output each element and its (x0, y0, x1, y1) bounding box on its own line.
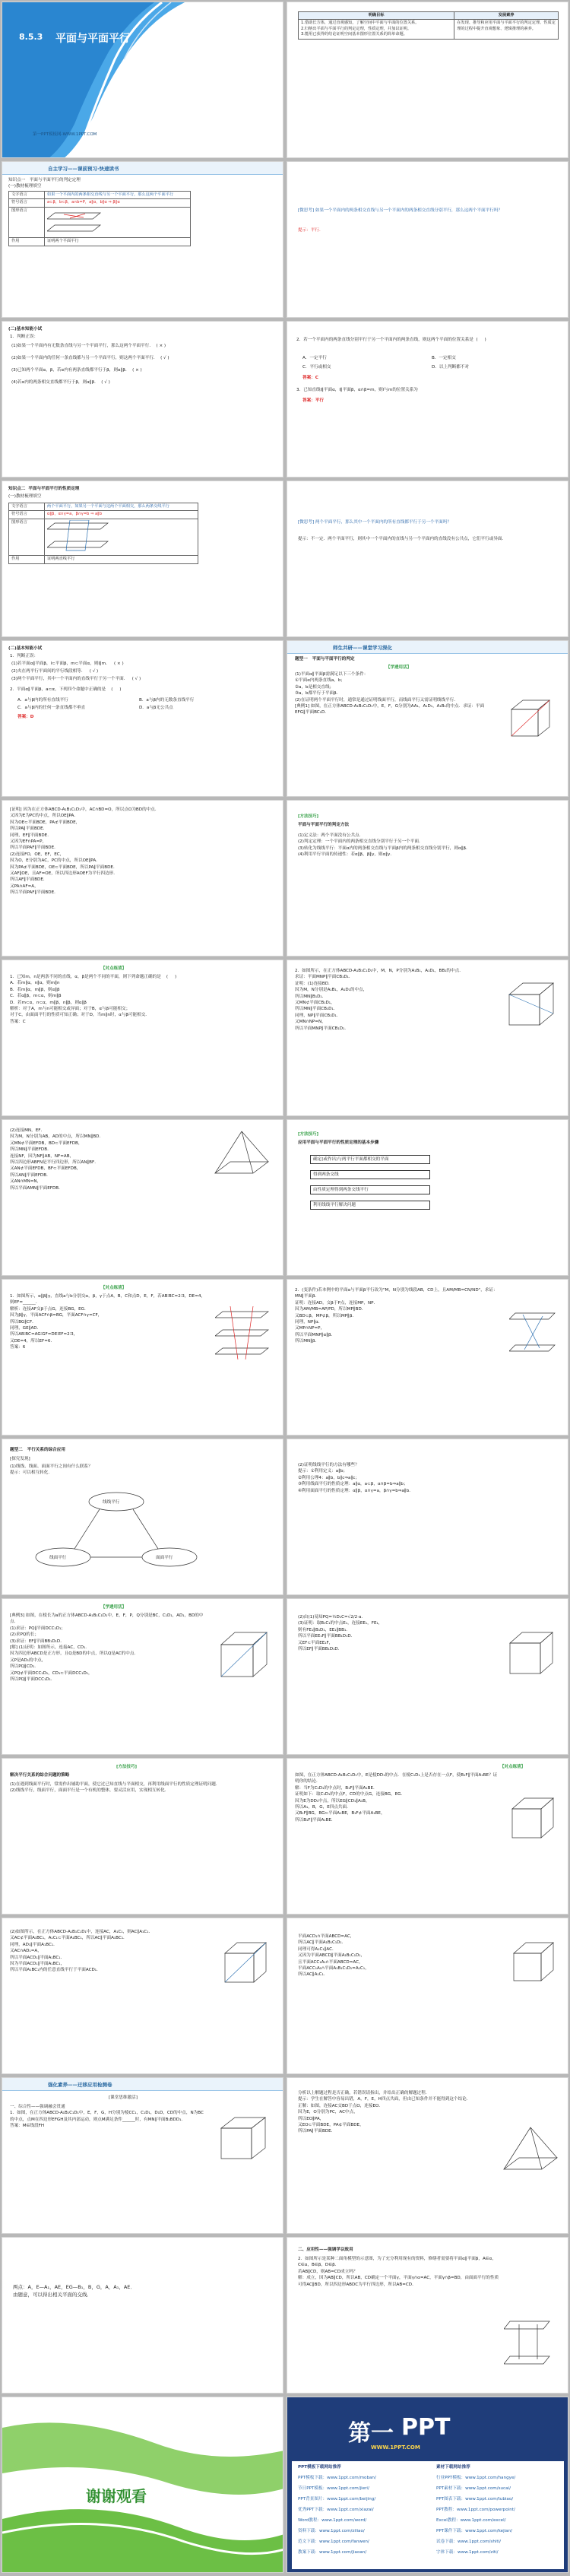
link-item[interactable]: 行业PPT模板：www.1ppt.com/hangye/ (436, 2476, 516, 2480)
answer: 答案：D (17, 715, 34, 719)
practice-item: (4)若α内的两条相交直线都平行于β，则α∥β． ( √ ) (11, 380, 110, 385)
dihedral-figure (504, 2306, 561, 2375)
section-planes-figure (47, 520, 116, 552)
brand-slide[interactable] (287, 2397, 568, 2573)
link-item[interactable]: Word教程：www.1ppt.com/word/ (298, 2518, 367, 2523)
link-item[interactable]: 节日PPT模板：www.1ppt.com/jieri/ (298, 2486, 369, 2491)
example-body: [典例3] 如图，在棱长为a的正方体ABCD-A₁B₁C₁D₁中，E，F，P，Q分别是BC，C₁D₁，AD₁，BD的中点． (1)求证：PQ∥平面DCC₁D₁； (2)求PQ的长； (3)求证：EF∥平面BB₁D₁D． [解] (1)证明：如图所示，连接AC，CD₁． 因为四边形ABCD是正方形，且Q是BD的中点，所以Q是AC的中点． 又P是AD₁的中点， 所以PQ∥CD₁． 又PQ⊄平面DCC₁D₁，CD₁⊂平面DCC₁D₁， 所以PQ∥平面DCC₁D₁． (10, 1613, 204, 1683)
practice2-item: (2)夹在两平行平面间的平行线段相等． ( √ ) (11, 669, 99, 674)
step-box: 确定(或作出)与两平行平面都相交的平面 (310, 1155, 430, 1164)
option-b: B．a与β内的无数条直线平行 (139, 698, 195, 703)
cube-figure (506, 1789, 563, 1850)
theorem2-table (8, 503, 198, 564)
practice2-intro: 1．判断正误： (10, 654, 39, 658)
row-label: 符号语言 (9, 511, 45, 519)
question-2: 2．若一个平面内的两条直线分别平行于另一个平面内的两条直线，则这两个平面的位置关系是 ( ) (296, 338, 486, 342)
slide-4[interactable] (287, 161, 568, 318)
cube-figure (508, 1934, 561, 1994)
slide-19[interactable] (2, 1439, 283, 1595)
method-title: 平面与平面平行的判定方法 (298, 823, 350, 827)
example-body-2: (2)由(1)易知PQ=½D₁C=√2/2·a． (3)证明：取B₁C₁的中点E₁，连接EE₁，FE₁， 则有FE₁∥B₁D₁，EE₁∥BB₁． 所以平面EE₁F∥平面BB₁D₁D． 又EF⊂平面EE₁F， 所以EF∥平面BB₁D₁D． (298, 1615, 383, 1652)
slide-16[interactable] (287, 1119, 568, 1276)
pyramid-figure (496, 2124, 565, 2184)
slide-18[interactable] (287, 1279, 568, 1436)
knowledge-title: 知识点一 平面与平面平行的判定定理 (8, 178, 81, 182)
knowledge2-title: 知识点二 平面与平面平行的性质定理 (8, 487, 80, 491)
row-label: 符号语言 (9, 199, 45, 207)
row-label: 图形语言 (9, 207, 45, 237)
slide-8[interactable] (287, 481, 568, 637)
theorem2-figure-cell (45, 519, 198, 555)
proof-body: (2)如图所示，在正方体ABCD-A₁B₁C₁D₁中，连接AC，A₁C₁，则AC∥A₁C₁． 又AC⊄平面A₁BC₁，A₁C₁⊂平面A₁BC₁，所以AC∥平面A₁BC₁． 同理，AD₁∥平面A₁BC₁． 又AC∩AD₁=A， 所以平面ACD₁∥平面A₁BC₁． 因为平面ACD₁∥平面A₁BC₁， 所以平面A₁BC₁内的任意直线平行于平面ACD₁． (10, 1930, 154, 1973)
theorem-table (8, 191, 191, 246)
title-section: 8.5.3 (19, 32, 43, 42)
practice-item: (2)如果一个平面内的任何一条直线都与另一个平面平行，则这两个平面平行． ( √ ) (11, 356, 169, 360)
practice-body: 如图，在正方体ABCD-A₁B₁C₁D₁中，E是棱DD₁的中点．在棱C₁D₁上是否存在一点F，使B₁F∥平面A₁BE？证明你的结论． 解：当F为C₁D₁的中点时，B₁F∥平面A₁BE． 证明如下：取C₁D₁的中点F，CD的中点G，连接BG，EG． 因为E为DD₁中点，所以EG∥CD₁∥A₁B， 所以A₁，B，G，E四点共面． 又B₁F∥BG，BG⊂平面A₁BE，B₁F⊄平面A₁BE， 所以B₁F∥平面A₁BE． (295, 1773, 498, 1823)
explore-body-2: (2)证明线线平行的方法有哪些？ 提示：①利用定义：a∥b； ②利用公理4：a∥b，b∥c⇒a∥c； ③利用线面平行的性质定理：a∥α，a⊂β，α∩β=b⇒a∥b； ④利用面面平行的性质定理：α∥β，α∩γ=a，β∩γ=b⇒a∥b． (298, 1463, 413, 1493)
link-item[interactable]: 范文下载：www.1ppt.com/fanwen/ (298, 2540, 369, 2544)
learn-tag: 【学透用活】 (386, 665, 412, 670)
answer-2: 答案：C (302, 376, 318, 380)
row-value: 证明两个平面平行 (45, 238, 191, 246)
practice-tag: 【对点练清】 (101, 966, 127, 971)
objectives-right-text: 在发现、推导和应用平面与平面平行的判定定理、性质定理的过程中提升直观想象、逻辑推理的素养。 (454, 20, 559, 39)
brand-url[interactable]: WWW.1PPT.COM (371, 2444, 420, 2451)
method-tag: [方法技巧] (298, 814, 319, 819)
explore-tag: [探究发现] (10, 1457, 30, 1461)
parallel-planes-figure (47, 208, 108, 234)
links-col2-title: 素材下载网站推荐 (436, 2465, 470, 2470)
link-item[interactable]: 试卷下载：www.1ppt.com/shiti/ (436, 2540, 502, 2544)
practice2-item: (1)若平面α∥平面β，l⊂平面β，m⊂平面α，则l∥m． ( × ) (11, 661, 124, 666)
section-header: 师生共研——课堂学习深化 (333, 645, 392, 651)
row-value: 如果一个平面内的两条相交直线与另一个平面平行，那么这两个平面平行 (45, 192, 191, 199)
row-value: 证明两直线平行 (45, 556, 198, 563)
row-label: 文字语言 (9, 503, 45, 511)
knowledge2-subtitle: (一)教材梳理填空 (8, 494, 42, 499)
slide-27[interactable] (2, 2077, 283, 2234)
practice-item: (3)已知两个平面α，β，若α内有两条直线都平行于β，则α∥β． ( × ) (11, 368, 142, 373)
row-label: 图形语言 (9, 519, 45, 555)
step-box: 得到两条交线 (310, 1170, 430, 1179)
thanks-slide[interactable] (2, 2397, 283, 2573)
cube-figure (502, 976, 562, 1036)
row-label: 文字语言 (9, 192, 45, 199)
slide-21[interactable] (2, 1598, 283, 1755)
option-d: D．a与β无公共点 (139, 706, 173, 710)
proof-body: (2)连接MN，EF． 因为M，N分别为AB，AD的中点，所以MN∥BD． 又MN⊄平面EFDB，BD⊂平面EFDB， 所以MN∥平面EFDB． 连接NF，因为NF∥AB，NF=AB， 所以四边形ABFN是平行四边形，所以AN∥BF． 又AN⊄平面EFDB，BF⊂平面EFDB， 所以AN∥平面EFDB． 又AN∩MN=N， 所以平面AMN∥平面EFDB． (10, 1128, 104, 1191)
type-title: 题型一 平面与平面平行的判定 (295, 657, 355, 661)
brand-logo-cn: 第一 (348, 2420, 394, 2447)
brand-logo-en: PPT (401, 2414, 451, 2441)
row-value: 两个平面平行，如果另一个平面与这两个平面相交，那么两条交线平行 (45, 503, 198, 511)
link-item[interactable]: 优秀PPT下载：www.1ppt.com/xiazai/ (298, 2508, 374, 2512)
slide-30[interactable] (287, 2237, 568, 2394)
link-item[interactable]: Excel教程：www.1ppt.com/excel/ (436, 2518, 506, 2523)
title-slide[interactable] (2, 2, 283, 158)
objectives-slide[interactable] (287, 2, 568, 158)
thanks-text: 谢谢观看 (86, 2487, 147, 2505)
proof-body-2: 平面ACD₁∩平面ABCD=AC， 所以AC∥平面A₁B₁C₁D₁． 同理可得A₁C₁∥AC． 又因为平面ABCD∥平面A₁B₁C₁D₁， 且平面ACC₁A₁∩平面ABCD=AC， 平面ACC₁A₁∩平面A₁B₁C₁D₁=A₁C₁， 所以AC∥A₁C₁． (298, 1934, 369, 1978)
three-planes-figure (215, 1302, 276, 1363)
question2: 2．平面α∥平面β，a⊂α，下列四个命题中正确的是 ( ) (10, 687, 122, 692)
practice-item: (1)如果一个平面内有无数条直线与另一个平面平行，那么这两个平面平行． ( × ) (11, 344, 166, 348)
option-a: A．一定平行 (302, 356, 327, 360)
method-title: 解决平行关系的综合问题的策略 (10, 1773, 70, 1778)
cube-figure (215, 2108, 276, 2169)
micro-answer-2: 提示：不一定．两个平面平行，则其中一个平面内的直线与另一个平面内的直线没有公共点，它们平行或异面． (298, 537, 507, 541)
slide-6[interactable] (287, 321, 568, 477)
active-body: 一、综合性——强调融会贯通 1．如图，在正方体ABCD-A₁B₁C₁D₁中，E，F，G，H分别为棱CC₁，C₁D₁，D₁D，CD的中点，N为BC的中点，点M在四边形EFGH及其内部运动，则点M满足条件______时，有MN∥平面B₁BDD₁． 答案：M∈线段FH (10, 2105, 204, 2129)
type2-title: 题型二 平行关系的综合应用 (10, 1448, 65, 1452)
variant-body: 2．(变条件)若本例中的平面α与平面β平行改为"M，N分别为线段AB，CD上，且AM/MB=CN/ND"，求证：MN∥平面β． 证明：连接AD，交β于P点，连接MP，NP． 因为AM/MB=AP/PD，所以MP∥BD． 又BD⊂β，MP⊄β，所以MP∥β． 同理，NP∥α． 又MP∩NP=P， 所以平面MNP∥α∥β． 所以MN∥β． (295, 1288, 498, 1344)
active-tag: [课堂思维激活] (109, 2095, 138, 2100)
row-value: a⊂β，b⊂β，a∩b=P，a∥α，b∥α ⇒ β∥α (45, 199, 191, 207)
micro-answer: 提示：平行. (298, 228, 321, 233)
objectives-header-right: 发展素养 (454, 12, 559, 20)
node-line-plane: 线面平行 (49, 1556, 67, 1560)
answer-3: 答案：平行 (302, 398, 324, 403)
knowledge-subtitle: (一)教材梳理填空 (8, 184, 42, 189)
micro-question-2: [微思考] 两个平面平行，那么其中一个平面内的所有直线都平行于另一个平面吗？ (298, 520, 451, 525)
method-tag: [方法技巧] (116, 1765, 138, 1769)
link-item[interactable]: 教案下载：www.1ppt.com/jiaoan/ (298, 2550, 367, 2555)
objectives-table (298, 11, 559, 40)
cube-figure (504, 694, 557, 747)
slide-13[interactable] (2, 960, 283, 1116)
slide-28[interactable] (287, 2077, 568, 2234)
method-tag: [方法技巧] (298, 1132, 319, 1137)
link-item[interactable]: PPT背景图片：www.1ppt.com/beijing/ (298, 2497, 376, 2501)
slide-12[interactable] (287, 800, 568, 956)
practice-body: 1．已知m，n是两条不同的直线，α，β是两个不同的平面，则下列命题正确的是 ( ) A．若m∥α，n∥α，则m∥n B．若m∥α，m∥β，则α∥β C．若α∥β，m⊂α，则m∥β D．若m⊂α，n⊂α，m∥β，n∥β，则α∥β 解析：对于A，m与n可能相交或异面；对于B，α与β可能相交； 对于C，由面面平行的性质可知正确；对于D，当m∥n时，α与β可能相交． 答案：C (10, 975, 177, 1024)
practice-intro: 1．判断正误： (10, 335, 39, 339)
link-item[interactable]: PPT模板下载：www.1ppt.com/moban/ (298, 2476, 376, 2480)
slide-11[interactable] (2, 800, 283, 956)
slide-9[interactable] (2, 640, 283, 797)
proof-body: 2．如图所示，在正方体ABCD-A₁B₁C₁D₁中，M，N，P分别为A₁B₁，A₁D₁，BB₁的中点． 求证：平面MNP∥平面CB₁D₁． 证明：(1)连接BD． 因为M，N分别是A₁B₁，A₁D₁的中点， 所以MN∥B₁D₁． 又MN⊄平面CB₁D₁， 所以MN∥平面CB₁D₁． 同理，NP∥平面CB₁D₁． 又MN∩NP=N， 所以平面MNP∥平面CB₁D₁． (295, 969, 464, 1031)
slide-23[interactable] (2, 1758, 283, 1915)
handwritten-notes: 两点：A，E—A₁，AE，EG—B₁，B，G，A，A₁，AE． 由题意，可以得出相关平面的交线． (13, 2284, 135, 2298)
practice-tag: 【对点练清】 (500, 1765, 526, 1769)
cube-figure (504, 1622, 561, 1686)
slide-22[interactable] (287, 1598, 568, 1755)
section-bar (287, 641, 568, 654)
step-box: 利用线线平行解决问题 (310, 1201, 430, 1210)
option-c: C．a与β内的任何一条直线都不垂直 (17, 706, 86, 710)
slide-10[interactable] (287, 640, 568, 797)
title-text: 平面与平面平行 (55, 33, 130, 45)
links-col1-title: PPT模板下载网站推荐 (298, 2465, 341, 2470)
link-item[interactable]: PPT教程：www.1ppt.com/powerpoint/ (436, 2508, 515, 2512)
section-header: 自主学习——课前预习·快速读书 (48, 166, 119, 172)
slide-15[interactable] (2, 1119, 283, 1276)
explore-body: (1)线线、线面、面面平行之间有什么联系？ 提示：可以相互转化． (10, 1464, 93, 1476)
micro-question (298, 208, 556, 214)
link-item[interactable]: 字体下载：www.1ppt.com/ziti/ (436, 2550, 499, 2555)
learn-tag: 【学透用活】 (101, 1605, 127, 1610)
practice2-item: (3)两个平面平行，其中一个平面内的直线平行于另一个平面． ( √ ) (11, 677, 141, 681)
objectives-header-left: 明确目标 (299, 12, 454, 20)
node-plane-plane: 面面平行 (156, 1556, 173, 1560)
option-d: D．以上判断都不对 (432, 365, 470, 370)
slide-29[interactable] (2, 2237, 283, 2394)
link-item[interactable]: PPT课件下载：www.1ppt.com/kejian/ (436, 2529, 513, 2533)
method-body: (1)在遇到线面平行时，常需作出辅助平面，使它过已知直线与平面相交，再利用线面平行的性质定理证明问题． (2)线线平行，线面平行，面面平行是一个有机的整体，要灵活应用，实现相互转化． (10, 1782, 220, 1794)
thanks-background (2, 2397, 283, 2573)
application-body: 2．如图所示是某种二面角模型的示意图，为了充分利用现有的资料，修缮者需要将平面α∥平面β，A∈α，C∈α，B∈β，D∈β． 若AB∥CD，则AB=CD成立吗？ 解：成立，因为AB∥CD，所以AB，CD确定一个平面γ，平面γ∩α=AC，平面γ∩β=BD，由面面平行的性质可得AC∥BD，所以四边形ABDC为平行四边形，所以AB=CD． (298, 2257, 499, 2287)
practice2-title: (二)基本知能小试 (8, 646, 43, 651)
objectives-left-text: 1.借助长方体，通过直观感知，了解空间中平面与平面的位置关系。 2.归纳出平面与平面平行的判定定理，性质定理，并加以证明。 3.能用已获得的结论证明空间基本图形位置关系的简单命题。 (299, 20, 454, 39)
row-label: 作用 (9, 556, 45, 563)
option-c: C．平行或相交 (302, 365, 331, 370)
slide-5[interactable] (2, 321, 283, 477)
question-3: 3．已知直线l∥平面α，l∥平面β，α∩β=m，则l与m的位置关系为 (296, 388, 418, 392)
practice-body: 1．如图所示，α∥β∥γ，直线a与b分别交α，β，γ于点A，B，C和点D，E，F，若AB∶BC=2∶3，DE=4，则EF=______． 解析：连接AF交β于点G，连接BG，EG． 因为β∥γ，平面ACF∩β=BG，平面ACF∩γ=CF， 所以BG∥CF． 同理，GE∥AD． 所以AB∶BC=AG∶GF=DE∶EF=2∶3， 又DE=4，所以EF=6． 答案：6 (10, 1294, 206, 1350)
row-label: 作用 (9, 238, 45, 246)
option-b: B．一定相交 (432, 356, 456, 360)
practice-title: (二)基本知能小试 (8, 327, 43, 332)
option-a: A．a与β内的所有直线平行 (17, 698, 68, 703)
micro-question-text: [微思考] 如果一个平面内的两条相交直线与另一个平面内的两条相交直线分别平行，那么这两个平面平行吗？ (298, 208, 503, 213)
method-body: (1)定义法：两个平面没有公共点． (2)判定定理：一个平面内的两条相交直线分别平行于另一个平面． (3)转化为线线平行：平面α内的两条相交直线与平面β内的两条相交直线分别平行，则α∥β． (4)利用平行平面的传递性：若α∥β，β∥γ，则α∥γ． (298, 833, 470, 858)
application-title: 二、应用性——强调学以致用 (298, 2248, 353, 2252)
node-line-line: 线线平行 (103, 1500, 120, 1505)
theorem-figure-cell (45, 207, 191, 237)
section-bar (2, 162, 283, 175)
step-box: 由性质定理得到两条交线平行 (310, 1185, 430, 1194)
section-header: 强化素养——迁移应用检测卷 (48, 2082, 112, 2088)
cube-figure (219, 1934, 276, 1994)
type-body: (1)平面α∥平面β需满足以下三个条件： ①平面α内两条直线a，b； ②a，b是相交直线； ③a，b都平行于平面β． (2)在证明两个平面平行时，通常是通过证明线面平行，而线面平行又需证明线线平行． [典例1] 如图，在正方体ABCD-A₁B₁C₁D₁中，E，F，G分别为AA₁，A₁D₁，A₁B₁的中点．求证：平面EFG∥平面BC₁D． (295, 672, 485, 715)
slide-17[interactable] (2, 1279, 283, 1436)
slide-26[interactable] (287, 1918, 568, 2074)
slide-20[interactable] (287, 1439, 568, 1595)
link-item[interactable]: PPT图表下载：www.1ppt.com/tubiao/ (436, 2497, 514, 2501)
slide-24[interactable] (287, 1758, 568, 1915)
slide-25[interactable] (2, 1918, 283, 2074)
planes-figure (509, 1302, 562, 1363)
title-footer: 第一PPT模板网-WWW.1PPT.COM (33, 132, 97, 137)
parallel-relation-diagram (33, 1485, 200, 1576)
link-item[interactable]: 资料下载：www.1ppt.com/ziliao/ (298, 2529, 365, 2533)
slide-7[interactable] (2, 481, 283, 637)
analysis-body: 分析以上解题过程是否正确，若错误请指出，并给出正确的解题过程． 提示：学生在解答中容易出错，A，F，E，H四点共面，但由已知条件并不能得到这个结论． 正解：如图，连接AC交BD于点O，连接EO． 因为E，O分别为PC，AC中点， 所以EO∥PA， 又EO⊂平面BDE，PA⊄平面BDE， 所以PA∥平面BDE． (298, 2091, 471, 2134)
section-bar (2, 2078, 283, 2091)
proof-text: [证明] 因为在正方体ABCD-A₁B₁C₁D₁中，AC∩BD=O，所以点O为BD的中点． 又因为E为PC的中点，所以OE∥PA． 因为OE⊂平面BDE，PA⊄平面BDE， 所以PA∥平面BDE． 同理，EF∥平面BDE． 又因为EF∩PA=P， 所以平面PAF∥平面BDE． (2)连接FO，OE，EF，EC， 因为O，E分别为AC，PC的中点，所以OE∥PA． 因为PA⊄平面BDE，OE⊂平面BDE，所以PA∥平面BDE． 又AF∥OE，且AF=OE，所以四边形AOEF为平行四边形． 所以AF∥平面BDE． 又PA∩AF=A， 所以平面PAF∥平面BDE． (10, 807, 160, 896)
pyramid-figure (207, 1128, 276, 1188)
row-value: α∥β，α∩γ=a，β∩γ=b ⇒ a∥b (45, 511, 198, 519)
slide-3[interactable] (2, 161, 283, 318)
link-item[interactable]: PPT素材下载：www.1ppt.com/sucai/ (436, 2486, 511, 2491)
slide-14[interactable] (287, 960, 568, 1116)
cube-figure (215, 1622, 276, 1690)
method-title: 应用平面与平面平行的性质定理的基本步骤 (298, 1140, 379, 1145)
practice-tag: 【对点练清】 (101, 1286, 127, 1290)
brand-links-panel (292, 2461, 564, 2569)
